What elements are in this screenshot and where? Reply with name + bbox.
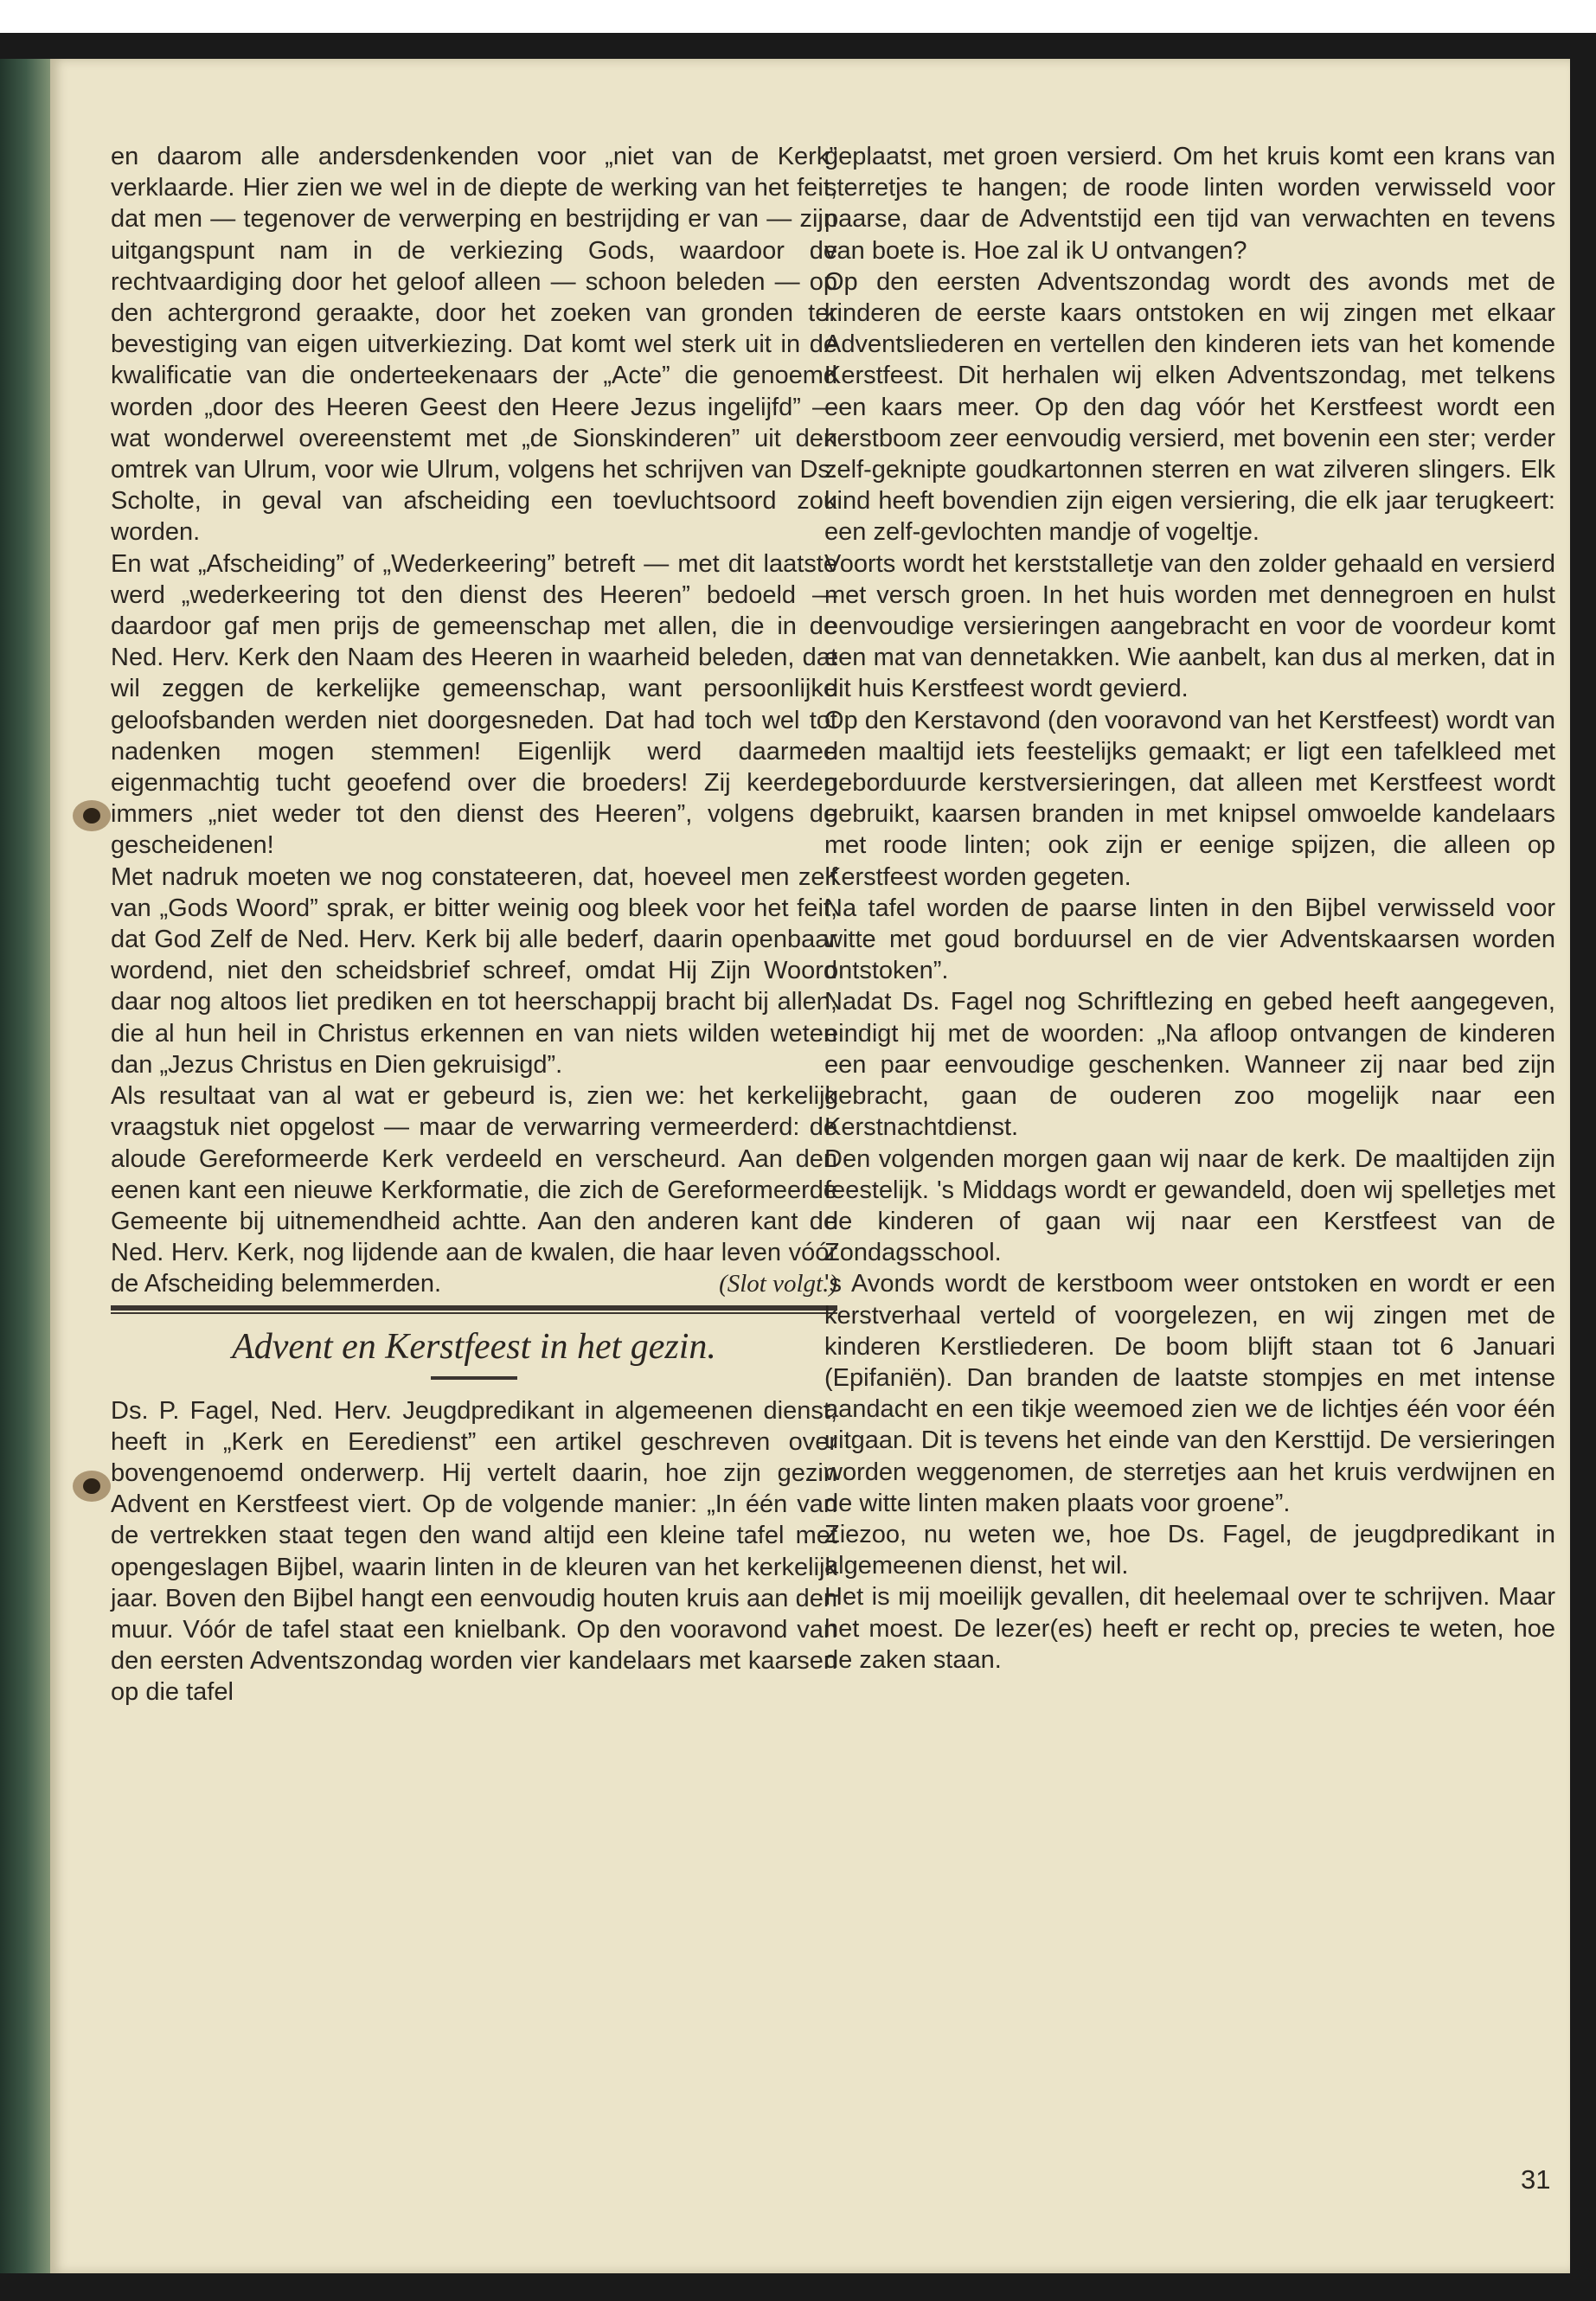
paragraph: Op den Kerstavond (den vooravond van het Kerstfeest) wordt van den maaltijd iets feestelijks gemaakt; er ligt een tafelkleed met geborduurde kerstversieringen, dat alleen met Kerstfeest wordt gebruikt, kaarsen branden in met knipsel omwoelde kandelaars met roode linten; ook zijn er eenige spijzen, die alleen op Kerstfeest worden gegeten. — [824, 706, 1555, 891]
right-column — [824, 141, 1555, 1676]
paragraph: En wat „Afscheiding” of „Wederkeering” betreft — met dit laatste werd „wederkeering tot den dienst des Heeren” bedoeld — daardoor gaf men prijs de gemeenschap met allen, die in de Ned. Herv. Kerk den Naam des Heeren in waarheid beleden, dat wil zeggen de kerkelijke gemeenschap, want persoonlijke geloofsbanden werden niet doorgesneden. Dat had toch wel tot nadenken mogen stemmen! Eigenlijk werd daarmee eigenmachtig tucht geoefend over die broeders! Zij keerden immers „niet weder tot den dienst des Heeren”, volgens de gescheidenen! — [111, 549, 837, 860]
paragraph: Met nadruk moeten we nog constateeren, dat, hoeveel men zelf van „Gods Woord” sprak, er bitter weinig oog bleek voor het feit, dat God Zelf de Ned. Herv. Kerk bij alle bederf, daarin openbaar wordend, niet den scheidsbrief schreef, omdat Hij Zijn Woord daar nog altoos liet prediken en tot heerschappij bracht bij allen, die al hun heil in Christus erkennen en van niets wilden weten dan „Jezus Christus en Dien gekruisigd”. — [111, 862, 837, 1079]
binder-ring-icon — [66, 790, 118, 842]
paragraph: Op den eersten Adventszondag wordt des avonds met de kinderen de eerste kaars ontstoken en wij zingen met elkaar Adventsliederen en vertellen den kinderen iets van het komende Kerstfeest. Dit herhalen wij elken Adventszondag, met telkens een kaars meer. Op den dag vóór het Kerstfeest wordt een kerstboom zeer eenvoudig versierd, met bovenin een ster; verder zelf-geknipte goudkartonnen sterren en wat zilveren slingers. Elk kind heeft bovendien zijn eigen versiering, die elk jaar terugkeert: een zelf-gevlochten mandje of vogeltje. — [824, 267, 1555, 547]
paragraph: Nadat Ds. Fagel nog Schriftlezing en gebed heeft aangegeven, eindigt hij met de woorden: „Na afloop ontvangen de kinderen een paar eenvoudige geschenken. Wanneer zij naar bed zijn gebracht, gaan de ouderen zoo mogelijk naar een Kerstnachtdienst. — [824, 988, 1555, 1142]
paragraph — [111, 1080, 837, 1299]
scan-top-border — [0, 33, 1596, 59]
paragraph-text: Als resultaat van al wat er gebeurd is, zien we: het kerkelijk vraagstuk niet opgelost — maar de verwarring vermeerderd: de aloude Gereformeerde Kerk verdeeld en verscheurd. Aan den eenen kant een nieuwe Kerkformatie, die zich de Gereformeerde Gemeente bij uitnemendheid achtte. Aan den anderen kant de Ned. Herv. Kerk, nog lijdende aan de kwalen, die haar leven vóór de Afscheiding belemmerden. — [111, 1082, 837, 1298]
magazine-page — [50, 59, 1570, 2273]
page-number: 31 — [1521, 2164, 1551, 2195]
paragraph: Na tafel worden de paarse linten in den Bijbel verwisseld voor witte met goud borduursel en de vier Adventskaarsen worden ontstoken”. — [824, 894, 1555, 985]
section-divider — [111, 1305, 837, 1311]
paragraph: geplaatst, met groen versierd. Om het kruis komt een krans van sterretjes te hangen; de roode linten worden verwisseld voor paarse, daar de Adventstijd een tijd van verwachten en tevens van boete is. Hoe zal ik U ontvangen? — [824, 143, 1555, 265]
scan-bottom-border — [0, 2272, 1596, 2301]
article-heading: Advent en Kerstfeest in het gezin. — [232, 1326, 716, 1367]
paragraph: Het is mij moeilijk gevallen, dit heelemaal over te schrijven. Maar het moest. De lezer(es) heeft er recht op, precies te weten, hoe de zaken staan. — [824, 1583, 1555, 1674]
left-column — [111, 141, 837, 1708]
heading-underline — [431, 1376, 517, 1380]
paragraph: Den volgenden morgen gaan wij naar de kerk. De maaltijden zijn feestelijk. 's Middags wordt er gewandeld, doen wij spelletjes met de kinderen of gaan wij naar een Kerstfeest van de Zondagsschool. — [824, 1144, 1555, 1267]
binder-ring-icon — [66, 1460, 118, 1512]
paragraph: 's Avonds wordt de kerstboom weer ontstoken en wordt er een kerstverhaal verteld of voorgelezen, en wij zingen met de kinderen Kerstliederen. De boom blijft staan tot 6 Januari (Epifaniën). Dan branden de laatste stompjes en met intense aandacht en een tikje weemoed zien we de lichtjes één voor één uitgaan. Dit is tevens het einde van den Kersttijd. De versieringen worden weggenomen, de sterretjes aan het kruis verdwijnen en de witte linten maken plaats voor groene”. — [824, 1270, 1555, 1517]
section-divider — [111, 1312, 837, 1314]
scan-right-border — [1570, 33, 1596, 2301]
paragraph: en daarom alle andersdenkenden voor „niet van de Kerk” verklaarde. Hier zien we wel in de diepte de werking van het feit, dat men — tegenover de verwerping en bestrijding er van — zijn uitgangspunt nam in de verkiezing Gods, waardoor de rechtvaardiging door het geloof alleen — schoon beleden — op den achtergrond geraakte, door het zoeken van gronden ter bevestiging van eigen uitverkiezing. Dat komt wel sterk uit in de kwalificatie van die onderteekenaars der „Acte” die genoemd worden „door des Heeren Geest den Heere Jezus ingelijfd” — wat wonderwel overeenstemt met „de Sionskinderen” uit den omtrek van Ulrum, voor wie Ulrum, volgens het schrijven van Ds. Scholte, in geval van afscheiding een toevluchtsoord zou worden. — [111, 143, 837, 547]
paragraph: Voorts wordt het kerststalletje van den zolder gehaald en versierd met versch groen. In het huis worden met dennegroen en hulst eenvoudige versieringen aangebracht en voor de voordeur komt een mat van dennetakken. Wie aanbelt, kan dus al merken, dat in dit huis Kerstfeest wordt gevierd. — [824, 549, 1555, 703]
slot-volgt: (Slot volgt.) — [719, 1270, 837, 1298]
paragraph: Ds. P. Fagel, Ned. Herv. Jeugdpredikant in algemeenen dienst, heeft in „Kerk en Eeredienst” een artikel geschreven over bovengenoemd onderwerp. Hij vertelt daarin, hoe zijn gezin Advent en Kerstfeest viert. Op de volgende manier: „In één van de vertrekken staat tegen den wand altijd een kleine tafel met opengeslagen Bijbel, waarin linten in de kleuren van het kerkelijk jaar. Boven den Bijbel hangt een eenvoudig houten kruis aan den muur. Vóór de tafel staat een knielbank. Op den vooravond van den eersten Adventszondag worden vier kandelaars met kaarsen op die tafel — [111, 1396, 837, 1707]
paragraph: Ziezoo, nu weten we, hoe Ds. Fagel, de jeugdpredikant in algemeenen dienst, het wil. — [824, 1520, 1555, 1580]
